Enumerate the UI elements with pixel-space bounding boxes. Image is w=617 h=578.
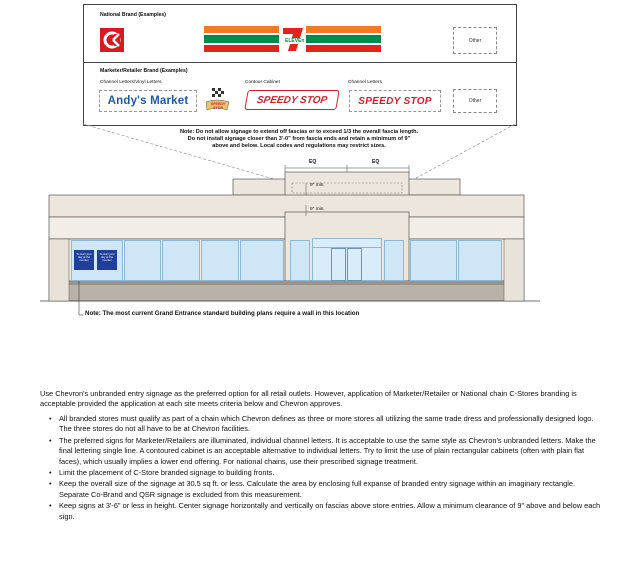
eq-left-label: EQ [309, 159, 317, 165]
window-sign-2-text: To start your day at the counter [99, 252, 115, 263]
marketer-brand-label: Marketer/Retailer Brand (Examples) [100, 68, 188, 74]
criteria-list [46, 414, 606, 523]
speedy-stop-small-text: SPEEDY STOP [210, 102, 226, 110]
building-note: Note: The most current Grand Entrance standard building plans require a wall in this location [85, 310, 360, 317]
top-note [150, 129, 448, 150]
national-brand-label: National Brand (Examples) [100, 12, 167, 18]
window-sign-2 [97, 250, 117, 270]
criteria-item: • Keep the overall size of the signage at 30.5 sq ft. or less. Calculate the area by enclosing full expanse of branded entry signage within an imaginary rectangle. Separate Co-Brand and QSR signage is excluded from this measurement. [46, 479, 606, 500]
window-left-3 [162, 240, 200, 281]
window-entry-right [384, 240, 404, 281]
building-elevation [0, 150, 617, 320]
criteria-item: • Keep signs at 3'-6" or less in height. Center signage horizontally and vertically on fascias above store entries. Allow a minimum clearance of 9" above and below each sign. [46, 501, 606, 522]
national-other-label: Other [468, 37, 482, 44]
window-entry-left [290, 240, 310, 281]
nine-min-top-label: 9" min. [310, 183, 325, 188]
top-note-line1: Note: Do not allow signage to extend off fascias or to exceed 1/3 the overall fascia length. [179, 129, 419, 135]
window-sign-1 [74, 250, 94, 270]
channel-letters-label: Channel Letters [348, 80, 382, 85]
intro-paragraph: Use Chevron's unbranded entry signage as the preferred option for all retail outlets. However, application of Marketer/Retailer or National chain C-Stores branding is acceptable provided the application at each site meets criteria below and Chevron approves. [40, 389, 577, 409]
speedy-stop-contour-text: SPEEDY STOP [255, 94, 329, 106]
window-right-2 [458, 240, 502, 281]
seven-eleven-text: ELEVEn [285, 38, 305, 44]
window-left-2 [124, 240, 161, 281]
criteria-item: • Limit the placement of C-Store branded signage to building fronts. [46, 468, 606, 478]
nine-min-bottom-label: 9" min. [310, 207, 325, 212]
window-right-1 [410, 240, 457, 281]
entrance-doors [312, 238, 382, 281]
top-note-line3: above and below. Local codes and regulations may restrict sizes. [212, 143, 386, 149]
channel-vinyl-label: Channel Letters/Vinyl Letters [100, 80, 162, 85]
speedy-stop-channel-text: SPEEDY STOP [358, 95, 432, 107]
top-note-line2: Do not install signage closer than 3'-0" from fascia ends and retain a minimum of 9" [187, 136, 411, 142]
contour-cabinet-label: Contour Cabinet [245, 80, 280, 85]
criteria-item: • The preferred signs for Marketer/Retailers are illuminated, individual channel letters. It is acceptable to use the same style as Chevron's unbranded letters. Make the final lettering single line. A contoured cabinet is an acceptable alternative to individual letters. Try to limit the use of plain rectangular cabinets (often with plain flat faces), which usually implies a lower end offering. For national chains, use their prescribed signage treatment. [46, 436, 606, 467]
window-left-4 [201, 240, 239, 281]
door-right [347, 248, 362, 281]
window-left-5 [240, 240, 284, 281]
window-sign-1-text: To start your day at the counter [76, 252, 92, 263]
marketer-other-label: Other [468, 98, 482, 104]
eq-right-label: EQ [372, 159, 380, 165]
criteria-item: • All branded stores must qualify as part of a chain which Chevron defines as three or more stores all utilizing the same trade dress and professionally designed logo. The three stores do not all have to be at Chevron facilities. [46, 414, 606, 435]
andys-market-text: Andy's Market [107, 95, 189, 107]
door-transom [313, 239, 381, 248]
door-left [331, 248, 346, 281]
